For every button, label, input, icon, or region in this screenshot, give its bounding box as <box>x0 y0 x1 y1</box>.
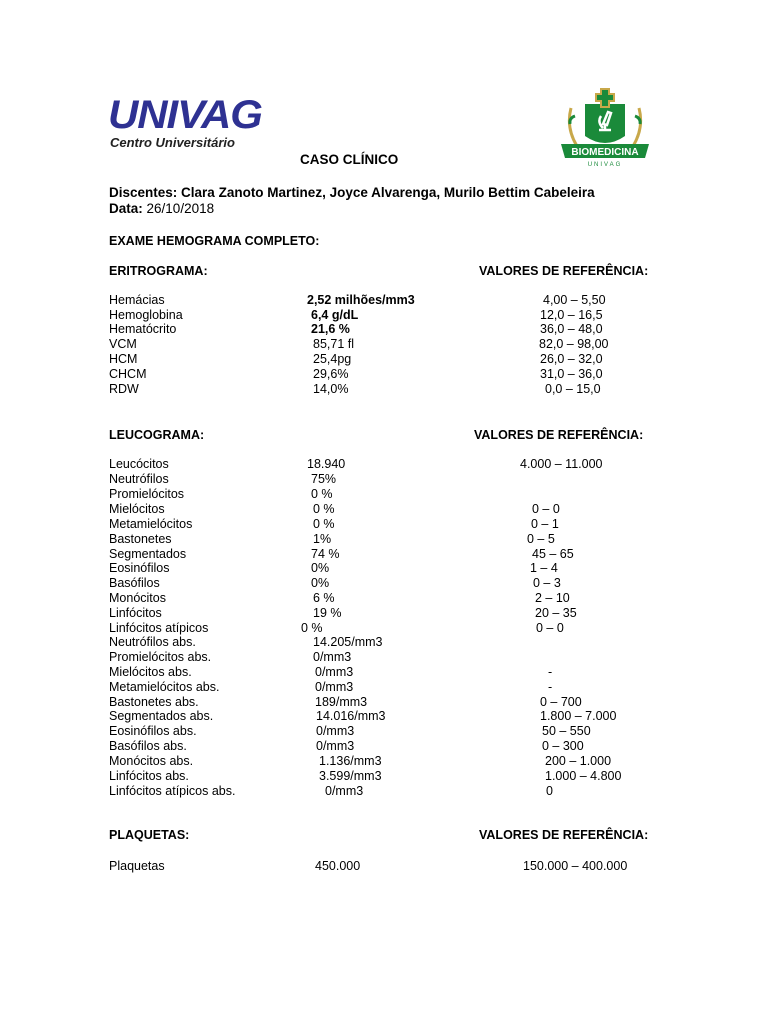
table-row-label: Linfócitos atípicos <box>109 621 209 635</box>
table-row-label: Linfócitos abs. <box>109 769 189 783</box>
table-row-ref: 0 – 700 <box>540 695 582 709</box>
table-row-value: 189/mm3 <box>315 695 368 709</box>
table-row-label: Mielócitos abs. <box>109 665 192 679</box>
table-row-label: Neutrófilos abs. <box>109 635 196 649</box>
list-item-label: HCM <box>109 352 138 366</box>
table-row-label: Linfócitos <box>109 606 162 620</box>
table-row-label: Eosinófilos <box>109 561 170 575</box>
page-title: CASO CLÍNICO <box>300 152 399 167</box>
list-item-label: CHCM <box>109 367 147 381</box>
list-item-value: 6,4 g/dL <box>311 308 359 322</box>
table-row-value: 0% <box>311 561 330 575</box>
list-item-ref: 82,0 – 98,00 <box>539 337 609 351</box>
date-line <box>109 201 214 216</box>
table-row-label: Promielócitos <box>109 487 185 501</box>
table-row-value: 0/mm3 <box>313 650 352 664</box>
list-item-value: 85,71 fl <box>313 337 355 351</box>
table-row-ref: 0 – 5 <box>527 532 555 546</box>
exam-title: EXAME HEMOGRAMA COMPLETO: <box>109 234 320 248</box>
plaquetas-ref-heading: VALORES DE REFERÊNCIA: <box>479 828 649 842</box>
table-row-ref: 2 – 10 <box>535 591 570 605</box>
table-row-label: Metamielócitos <box>109 517 193 531</box>
table-row-label: Basófilos abs. <box>109 739 187 753</box>
table-row-ref: - <box>548 680 553 694</box>
list-item-label: VCM <box>109 337 137 351</box>
plaquetas-row-value: 450.000 <box>315 859 361 873</box>
table-row-value: 3.599/mm3 <box>319 769 382 783</box>
eritrograma-heading: ERITROGRAMA: <box>109 264 208 278</box>
date-label: Data: <box>109 201 143 216</box>
table-row-value: 14.205/mm3 <box>313 635 383 649</box>
discentes-value: Clara Zanoto Martinez, Joyce Alvarenga, Murilo Bettim Cabeleira <box>181 185 595 200</box>
univag-logo <box>108 93 262 155</box>
plaquetas-row-ref: 150.000 – 400.000 <box>523 859 628 873</box>
table-row-value: 14.016/mm3 <box>316 709 386 723</box>
table-row-label: Eosinófilos abs. <box>109 724 197 738</box>
table-row-value: 0/mm3 <box>316 724 355 738</box>
table-row-ref: 50 – 550 <box>542 724 591 738</box>
list-item-value: 25,4pg <box>313 352 352 366</box>
table-row-value: 0% <box>311 576 330 590</box>
table-row-label: Bastonetes <box>109 532 172 546</box>
table-row-value: 0/mm3 <box>316 739 355 753</box>
table-row-value: 1.136/mm3 <box>319 754 382 768</box>
table-row-ref: 0 – 300 <box>542 739 584 753</box>
list-item-ref: 4,00 – 5,50 <box>543 293 606 307</box>
table-row-label: Basófilos <box>109 576 160 590</box>
table-row-label: Monócitos <box>109 591 166 605</box>
date-value: 26/10/2018 <box>146 201 215 216</box>
list-item-ref: 0,0 – 15,0 <box>545 382 601 396</box>
list-item-value: 2,52 milhões/mm3 <box>307 293 415 307</box>
table-row-ref: 1 – 4 <box>530 561 558 575</box>
bio-logo-text-bottom: UNIVAG <box>587 162 623 168</box>
table-row-label: Segmentados abs. <box>109 709 214 723</box>
list-item-ref: 36,0 – 48,0 <box>540 322 603 336</box>
list-item-ref: 31,0 – 36,0 <box>540 367 603 381</box>
table-row-label: Bastonetes abs. <box>109 695 199 709</box>
list-item-ref: 26,0 – 32,0 <box>540 352 603 366</box>
univag-logo-wordmark: UNIVAG <box>108 93 262 137</box>
table-row-value: 0/mm3 <box>315 680 354 694</box>
list-item-value: 29,6% <box>313 367 349 381</box>
list-item-value: 14,0% <box>313 382 349 396</box>
list-item-ref: 12,0 – 16,5 <box>540 308 603 322</box>
table-row-label: Leucócitos <box>109 457 169 471</box>
table-row-ref: 20 – 35 <box>535 606 577 620</box>
table-row-value: 0 % <box>313 517 335 531</box>
table-row-value: 18.940 <box>307 457 346 471</box>
table-row-ref: 1.000 – 4.800 <box>545 769 622 783</box>
plaquetas-heading: PLAQUETAS: <box>109 828 190 842</box>
table-row-value: 6 % <box>313 591 335 605</box>
list-item-label: Hemoglobina <box>109 308 183 322</box>
list-item-label: Hemácias <box>109 293 165 307</box>
table-row-value: 0 % <box>301 621 323 635</box>
table-row-ref: 0 – 1 <box>531 517 559 531</box>
table-row-label: Linfócitos atípicos abs. <box>109 784 236 798</box>
leucograma-heading: LEUCOGRAMA: <box>109 428 205 442</box>
table-row-ref: 0 <box>546 784 553 798</box>
univag-logo-subtitle: Centro Universitário <box>110 135 235 150</box>
biomedicina-emblem-icon <box>555 86 655 170</box>
table-row-value: 19 % <box>313 606 342 620</box>
leucograma-ref-heading: VALORES DE REFERÊNCIA: <box>474 428 644 442</box>
list-item-value: 21,6 % <box>311 322 350 336</box>
discentes-line <box>109 185 595 200</box>
discentes-label: Discentes: <box>109 185 178 200</box>
table-row-label: Promielócitos abs. <box>109 650 212 664</box>
eritrograma-ref-heading: VALORES DE REFERÊNCIA: <box>479 264 649 278</box>
table-row-ref: - <box>548 665 553 679</box>
table-row-ref: 200 – 1.000 <box>545 754 612 768</box>
table-row-label: Metamielócitos abs. <box>109 680 220 694</box>
table-row-value: 0 % <box>311 487 333 501</box>
table-row-value: 1% <box>313 532 332 546</box>
biomedicina-logo <box>555 86 655 170</box>
table-row-ref: 1.800 – 7.000 <box>540 709 617 723</box>
table-row-label: Segmentados <box>109 547 187 561</box>
table-row-value: 0/mm3 <box>325 784 364 798</box>
table-row-value: 0/mm3 <box>315 665 354 679</box>
table-row-value: 74 % <box>311 547 340 561</box>
list-item-label: RDW <box>109 382 139 396</box>
table-row-label: Neutrófilos <box>109 472 169 486</box>
table-row-label: Monócitos abs. <box>109 754 194 768</box>
table-row-ref: 0 – 3 <box>533 576 561 590</box>
table-row-value: 75% <box>311 472 337 486</box>
list-item-label: Hematócrito <box>109 322 177 336</box>
table-row-ref: 4.000 – 11.000 <box>520 457 603 471</box>
plaquetas-row-label: Plaquetas <box>109 859 165 873</box>
table-row-label: Mielócitos <box>109 502 165 516</box>
table-row-ref: 0 – 0 <box>536 621 564 635</box>
table-row-ref: 0 – 0 <box>532 502 560 516</box>
table-row-value: 0 % <box>313 502 335 516</box>
table-row-ref: 45 – 65 <box>532 547 574 561</box>
bio-logo-text-top: BIOMEDICINA <box>571 147 639 158</box>
